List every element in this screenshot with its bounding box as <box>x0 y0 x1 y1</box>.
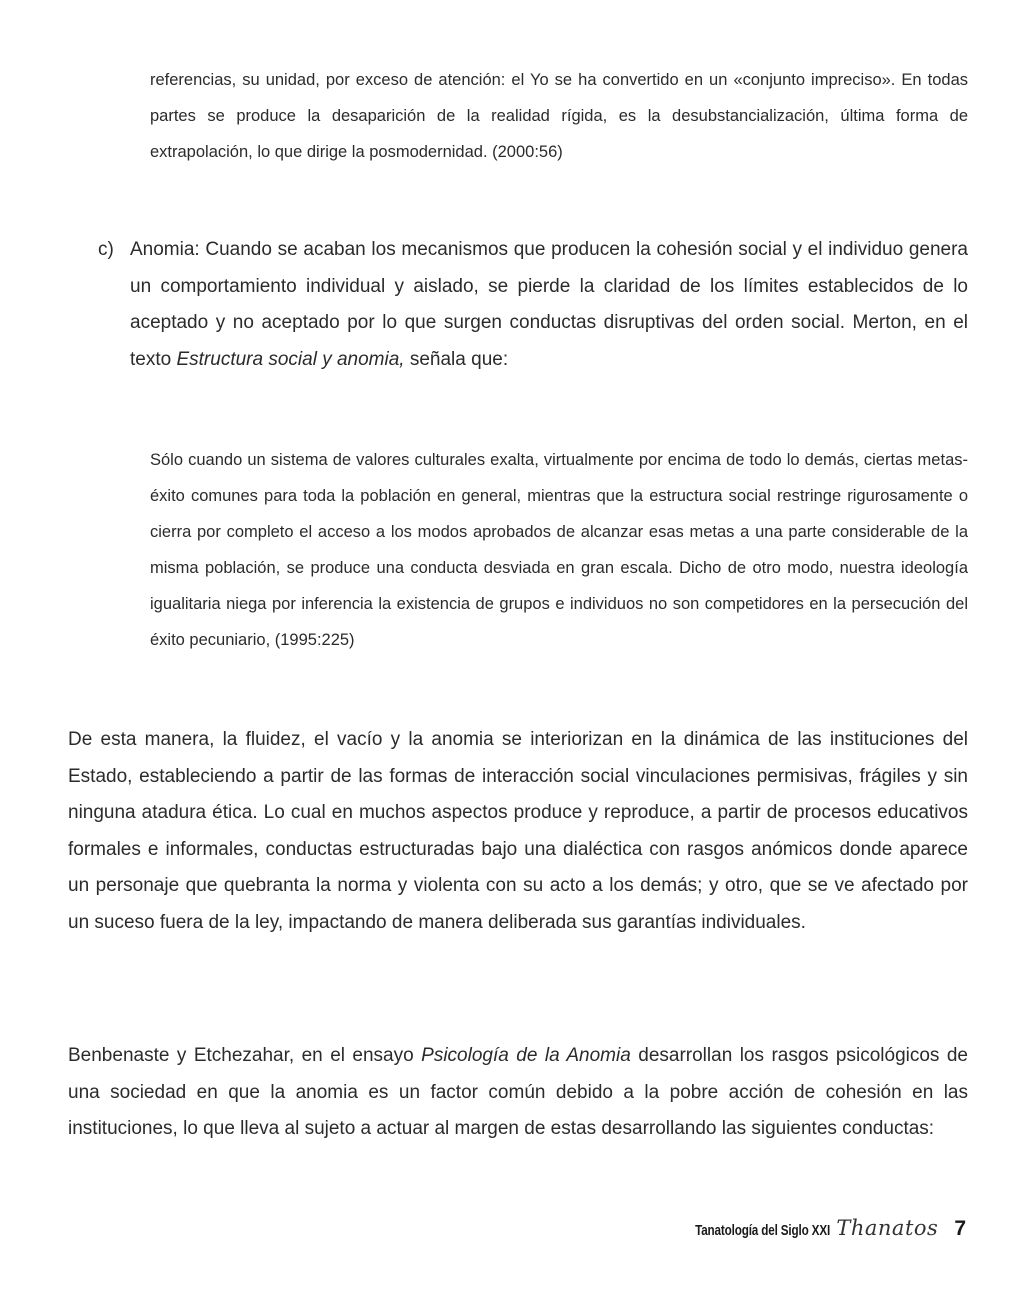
essay-title-italic: Psicología de la Anomia <box>421 1045 631 1066</box>
body-paragraph-1: De esta manera, la fluidez, el vacío y la anomia se interiorizan en la dinámica de las instituciones del Estado, estableciendo a partir de las formas de interacción social vinculaciones permisivas, frágiles y sin ninguna atadura ética. Lo cual en muchos aspectos produce y reproduce, a partir de procesos educativos formales e informales, conductas estructuradas bajo una dialéctica con rasgos anómicos donde aparece un personaje que quebranta la norma y violenta con su acto a los demás; y otro, que se ve afectado por un suceso fuera de la ley, impactando de manera deliberada sus garantías individuales. <box>68 729 968 933</box>
list-item-text-after: señala que: <box>404 348 509 370</box>
paragraph-text-before: Benbenaste y Etchezahar, en el ensayo <box>68 1045 422 1066</box>
journal-name: Tanatología del Siglo XXI <box>695 1222 831 1239</box>
block-quote-merton: Sólo cuando un sistema de valores culturales exalta, virtualmente por encima de todo lo demás, ciertas metas-éxito comunes para toda la población en general, mientras que la estructura social restringe rigurosamente o cierra por completo el acceso a los modos aprobados de alcanzar esas metas a una parte considerable de la misma población, se produce una conducta desviada en gran escala. Dicho de otro modo, nuestra ideología igualitaria niega por inferencia la existencia de grupos e individuos no son competidores en la persecución del éxito pecuniario, (1995:225) <box>150 451 968 649</box>
list-item-c <box>98 232 968 378</box>
list-item-text-before: Anomia: Cuando se acaban los mecanismos que producen la cohesión social y el individuo genera un comportamiento individual y aislado, se pierde la claridad de los límites establecidos de lo aceptado y no aceptado por lo que surgen conductas disruptivas del orden social. Merton, en el texto <box>130 239 968 370</box>
paragraph-text-after: desarrollan los rasgos psicológicos de una sociedad en que la anomia es un factor común debido a la pobre acción de cohesión en las instituciones, lo que lleva al sujeto a actuar al margen de estas desarrollando las siguientes conductas: <box>68 1045 969 1139</box>
list-item-text <box>98 232 968 378</box>
page-footer <box>657 1216 966 1246</box>
thanatos-logo: Thanatos <box>836 1216 939 1240</box>
list-marker: c) <box>98 239 114 260</box>
page-number: 7 <box>954 1217 966 1240</box>
body-paragraph-2 <box>68 1038 968 1148</box>
book-title-italic: Estructura social y anomia, <box>176 348 405 370</box>
block-quote-continuation: referencias, su unidad, por exceso de atención: el Yo se ha convertido en un «conjunto impreciso». En todas partes se produce la desaparición de la realidad rígida, es la desubstancialización, última forma de extrapolación, lo que dirige la posmodernidad. (2000:56) <box>150 71 968 161</box>
